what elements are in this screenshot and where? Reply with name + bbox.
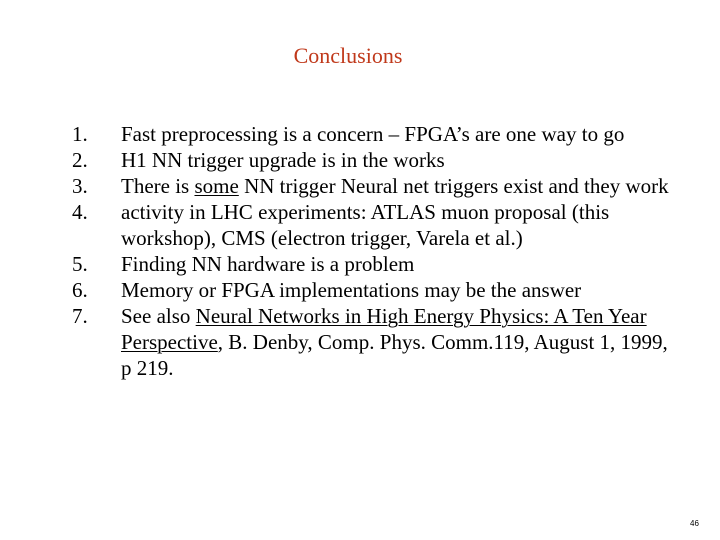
item-text xyxy=(121,173,671,199)
slide-title: Conclusions xyxy=(293,43,403,68)
reference-title-link: Neural Networks in High Energy Physics: A Ten Year Perspective xyxy=(121,304,647,354)
item-text-before: There is xyxy=(121,174,195,198)
item-text: H1 NN trigger upgrade is in the works xyxy=(121,148,445,172)
item-text-after: NN trigger Neural net triggers exist and they work xyxy=(238,174,669,198)
item-number: 5. xyxy=(72,252,88,276)
list-item xyxy=(0,121,720,147)
list-item xyxy=(0,251,720,277)
item-number: 7. xyxy=(72,304,88,328)
list-item xyxy=(0,147,720,173)
item-text: activity in LHC experiments: ATLAS muon proposal (this workshop), CMS (electron trigger, Varela et al.) xyxy=(121,200,610,250)
item-text xyxy=(121,303,671,381)
item-text: Memory or FPGA implementations may be the answer xyxy=(121,278,582,302)
item-text-after: , B. Denby, Comp. Phys. Comm.119, August 1, 1999, p 219. xyxy=(121,330,668,380)
list-item xyxy=(0,199,720,251)
list-item xyxy=(0,277,720,303)
item-number: 2. xyxy=(72,148,88,172)
list-item xyxy=(0,303,720,381)
page-number: 46 xyxy=(690,519,699,528)
list-item xyxy=(0,173,720,199)
conclusions-list xyxy=(0,121,720,381)
item-text-before: See also xyxy=(121,304,196,328)
item-number: 1. xyxy=(72,122,88,146)
item-text: Finding NN hardware is a problem xyxy=(121,252,415,276)
item-number: 4. xyxy=(72,200,88,224)
item-text: Fast preprocessing is a concern – FPGA’s are one way to go xyxy=(121,122,625,146)
underlined-text: some xyxy=(194,174,239,198)
item-number: 3. xyxy=(72,174,88,198)
item-number: 6. xyxy=(72,278,88,302)
